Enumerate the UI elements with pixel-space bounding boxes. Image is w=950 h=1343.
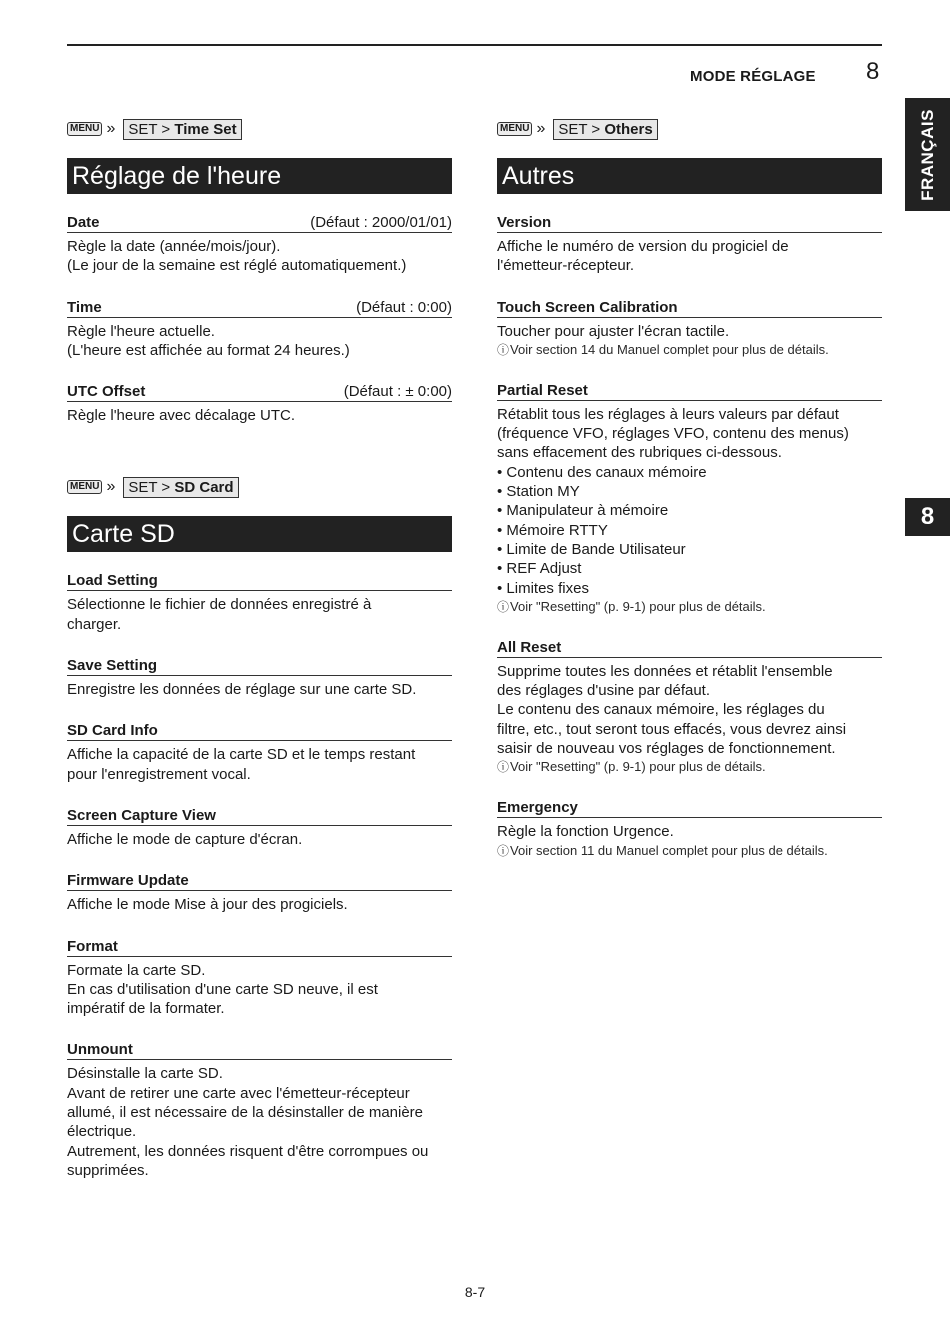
setting-item-save-setting: [67, 657, 452, 699]
description-line: Formate la carte SD.: [67, 961, 206, 979]
description-line: Rétablit tous les réglages à leurs valeurs par défaut: [497, 405, 839, 423]
reference-note: [497, 758, 882, 776]
description-line: • Manipulateur à mémoire: [497, 502, 669, 520]
setting-name: Screen Capture View: [67, 806, 216, 824]
setting-description: [67, 237, 452, 276]
reference-note: [497, 842, 882, 860]
description-line: Affiche la capacité de la carte SD et le temps restant: [67, 746, 416, 764]
setting-item-sd-card-info: [67, 722, 452, 784]
description-line: électrique.: [67, 1123, 137, 1141]
description-line: • Station MY: [497, 483, 580, 501]
description-line: Avant de retirer une carte avec l'émetteur-récepteur: [67, 1084, 410, 1102]
path-separator: »: [106, 478, 116, 496]
description-line: des réglages d'usine par défaut.: [497, 682, 711, 700]
setting-description: [497, 822, 882, 841]
setting-name: All Reset: [497, 638, 562, 656]
path-target: SD Card: [174, 478, 234, 496]
path-box: [123, 119, 241, 140]
reference-note: [497, 341, 882, 359]
description-line: Toucher pour ajuster l'écran tactile.: [497, 322, 730, 340]
setting-item-time: [67, 299, 452, 361]
setting-default: (Défaut : ± 0:00): [343, 383, 452, 401]
time-set-items: [67, 214, 452, 425]
header-title: MODE RÉGLAGE: [690, 68, 816, 85]
left-column: [67, 118, 452, 1203]
path-box: [123, 477, 238, 498]
menu-path-sd-card: [67, 476, 452, 498]
setting-header: [497, 299, 882, 318]
note-text: Voir "Resetting" (p. 9-1) pour plus de détails.: [510, 759, 766, 775]
path-prefix: SET >: [558, 120, 605, 138]
info-icon: ⓘ: [497, 843, 510, 858]
description-line: • Contenu des canaux mémoire: [497, 463, 707, 481]
description-line: l'émetteur-récepteur.: [497, 257, 635, 275]
description-line: impératif de la formater.: [67, 1000, 225, 1018]
setting-header: [67, 872, 452, 891]
setting-description: [497, 405, 882, 598]
setting-name: Format: [67, 937, 118, 955]
path-target: Time Set: [174, 120, 237, 138]
description-line: allumé, il est nécessaire de la désinstaller de manière: [67, 1104, 424, 1122]
setting-item-emergency: [497, 799, 882, 859]
section-title-sd-card: Carte SD: [67, 516, 452, 552]
description-line: En cas d'utilisation d'une carte SD neuve, il est: [67, 980, 378, 998]
menu-path-time-set: [67, 118, 452, 140]
setting-description: [497, 322, 882, 341]
description-line: (L'heure est affichée au format 24 heures.): [67, 341, 350, 359]
description-line: Désinstalle la carte SD.: [67, 1065, 223, 1083]
page-number: 8-7: [464, 1284, 486, 1300]
description-line: charger.: [67, 615, 122, 633]
setting-name: Version: [497, 214, 552, 231]
path-separator: »: [536, 120, 546, 137]
sd-card-items: [67, 572, 452, 1180]
description-line: Règle l'heure actuelle.: [67, 322, 215, 340]
description-line: pour l'enregistrement vocal.: [67, 765, 251, 783]
section-title-time-set: Réglage de l'heure: [67, 158, 452, 194]
note-text: Voir section 14 du Manuel complet pour plus de détails.: [510, 341, 829, 357]
language-tab-label: FRANÇAIS: [917, 108, 937, 201]
setting-header: [497, 214, 882, 233]
path-prefix: SET >: [128, 478, 175, 496]
note-text: Voir section 11 du Manuel complet pour plus de détails.: [510, 842, 828, 858]
setting-name: SD Card Info: [67, 722, 158, 740]
setting-item-date: [67, 214, 452, 276]
setting-item-firmware-update: [67, 872, 452, 914]
description-line: • Limite de Bande Utilisateur: [497, 540, 686, 558]
section-title-others: Autres: [497, 158, 882, 194]
description-line: • Mémoire RTTY: [497, 521, 608, 539]
setting-description: [67, 406, 452, 425]
setting-name: Emergency: [497, 799, 578, 817]
setting-item-load-setting: [67, 572, 452, 634]
path-box: [553, 119, 657, 140]
setting-header: [497, 639, 882, 658]
language-tab: [905, 98, 950, 211]
setting-description: [67, 680, 452, 699]
setting-description: [67, 745, 452, 784]
description-line: Sélectionne le fichier de données enregistré à: [67, 596, 372, 614]
setting-name: UTC Offset: [67, 383, 146, 401]
info-icon: ⓘ: [497, 599, 510, 614]
menu-path-others: [497, 118, 882, 140]
setting-item-touch-screen-calibration: [497, 299, 882, 359]
setting-item-utc-offset: [67, 383, 452, 425]
description-line: (Le jour de la semaine est réglé automatiquement.): [67, 257, 407, 275]
description-line: Enregistre les données de réglage sur une carte SD.: [67, 681, 417, 699]
setting-item-unmount: [67, 1041, 452, 1180]
setting-item-version: [497, 214, 882, 276]
description-line: filtre, etc., tout seront tous effacés, vous devrez ainsi: [497, 720, 847, 738]
setting-description: [497, 662, 882, 758]
note-text: Voir "Resetting" (p. 9-1) pour plus de détails.: [510, 598, 766, 614]
setting-header: [67, 938, 452, 957]
description-line: Autrement, les données risquent d'être corrompues ou: [67, 1142, 429, 1160]
setting-description: [67, 1064, 452, 1180]
others-items: [497, 214, 882, 860]
setting-name: Date: [67, 214, 100, 231]
setting-item-format: [67, 938, 452, 1019]
setting-description: [67, 830, 452, 849]
setting-header: [67, 572, 452, 591]
setting-description: [67, 595, 452, 634]
top-rule: [67, 44, 882, 46]
path-separator: »: [106, 120, 116, 137]
setting-header: [497, 382, 882, 401]
setting-header: [497, 799, 882, 818]
description-line: • REF Adjust: [497, 560, 582, 578]
setting-name: Load Setting: [67, 572, 158, 590]
setting-item-screen-capture-view: [67, 807, 452, 849]
description-line: Affiche le mode de capture d'écran.: [67, 830, 303, 848]
setting-header: [67, 807, 452, 826]
setting-name: Unmount: [67, 1041, 133, 1059]
setting-default: (Défaut : 0:00): [356, 298, 452, 316]
description-line: Règle la fonction Urgence.: [497, 823, 674, 841]
path-target: Others: [604, 120, 653, 138]
description-line: Règle l'heure avec décalage UTC.: [67, 407, 295, 425]
setting-description: [67, 961, 452, 1019]
setting-name: Partial Reset: [497, 381, 588, 399]
setting-header: [67, 722, 452, 741]
setting-header: [67, 657, 452, 676]
setting-header: [67, 214, 452, 233]
description-line: (fréquence VFO, réglages VFO, contenu des menus): [497, 425, 849, 443]
description-line: Affiche le mode Mise à jour des progiciels.: [67, 896, 348, 914]
setting-name: Touch Screen Calibration: [497, 298, 678, 316]
description-line: Règle la date (année/mois/jour).: [67, 238, 281, 255]
info-icon: ⓘ: [497, 342, 510, 357]
chapter-tab: 8: [905, 498, 950, 536]
description-line: sans effacement des rubriques ci-dessous.: [497, 444, 782, 462]
info-icon: ⓘ: [497, 760, 510, 775]
setting-name: Save Setting: [67, 657, 158, 675]
menu-key-icon: MENU: [67, 480, 102, 494]
setting-default: (Défaut : 2000/01/01): [310, 214, 452, 231]
description-line: Le contenu des canaux mémoire, les réglages du: [497, 701, 825, 719]
menu-key-icon: MENU: [497, 122, 532, 136]
setting-header: [67, 299, 452, 318]
setting-description: [67, 322, 452, 361]
reference-note: [497, 598, 882, 616]
setting-description: [497, 237, 882, 276]
description-line: • Limites fixes: [497, 579, 589, 597]
description-line: Supprime toutes les données et rétablit l'ensemble: [497, 662, 833, 680]
setting-header: [67, 1041, 452, 1060]
description-line: saisir de nouveau vos réglages de fonctionnement.: [497, 740, 836, 758]
menu-key-icon: MENU: [67, 122, 102, 136]
setting-header: [67, 383, 452, 402]
setting-item-partial-reset: [497, 382, 882, 616]
path-prefix: SET >: [128, 120, 175, 138]
setting-description: [67, 895, 452, 914]
setting-item-all-reset: [497, 639, 882, 776]
setting-name: Firmware Update: [67, 872, 189, 890]
setting-name: Time: [67, 298, 102, 316]
description-line: Affiche le numéro de version du progiciel de: [497, 238, 789, 255]
right-column: [497, 118, 882, 883]
description-line: supprimées.: [67, 1161, 149, 1179]
header-chapter-number: 8: [866, 58, 880, 85]
